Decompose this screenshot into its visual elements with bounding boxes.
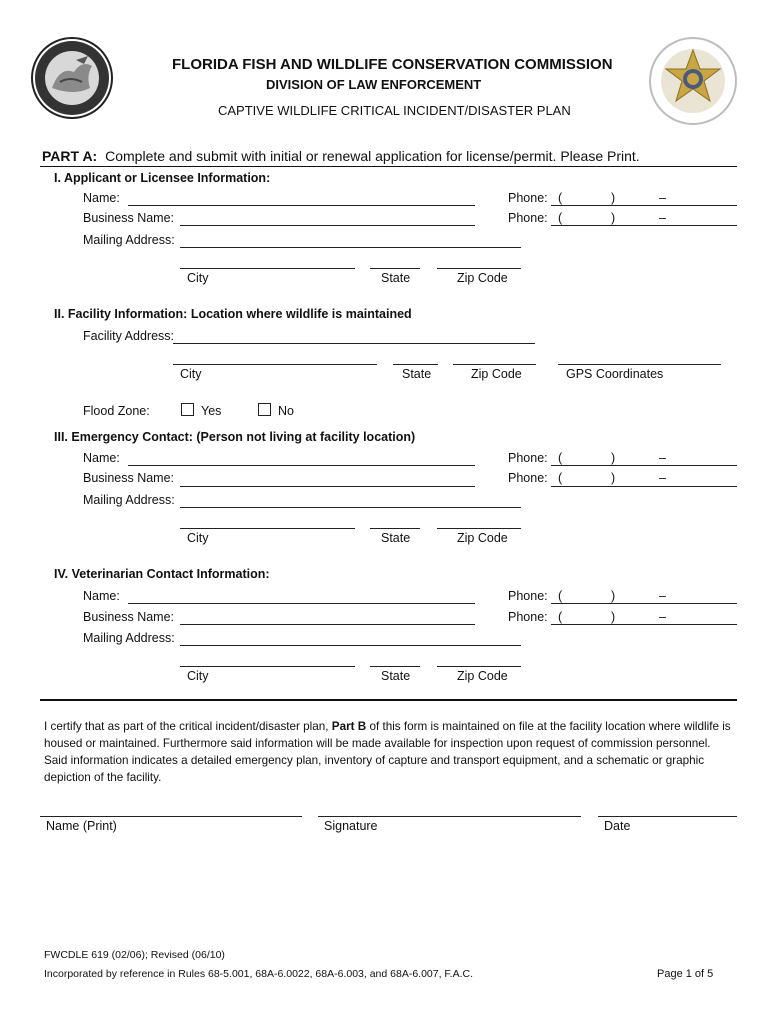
flood-zone-label: Flood Zone: xyxy=(83,404,150,418)
s4-mailing-address-field[interactable] xyxy=(180,645,521,646)
s2-zip-label: Zip Code xyxy=(471,367,522,381)
section-1-heading: I. Applicant or Licensee Information: xyxy=(54,171,271,185)
s1-phone1-dash: – xyxy=(659,191,666,205)
s1-mailing-address-label: Mailing Address: xyxy=(83,233,175,247)
s3-mailing-address-label: Mailing Address: xyxy=(83,493,175,507)
division-title: DIVISION OF LAW ENFORCEMENT xyxy=(266,77,482,92)
s4-name-label: Name: xyxy=(83,589,120,603)
s1-zip-label: Zip Code xyxy=(457,271,508,285)
s3-city-field[interactable] xyxy=(180,528,355,529)
s3-phone1-dash: – xyxy=(659,451,666,465)
s3-phone2-dash: – xyxy=(659,471,666,485)
s3-name-label: Name: xyxy=(83,451,120,465)
s1-zip-field[interactable] xyxy=(437,268,521,269)
s4-phone1-dash: – xyxy=(659,589,666,603)
s1-state-label: State xyxy=(381,271,411,285)
certification-post: of this form is maintained on file at the facility location where wildlife is housed or maintained. Furthermore said information will be made available for inspection upon request of commission personnel. Said information indicates a detailed emergency plan, inventory of capture and transport equipment, and a schematic or graphic depiction of the facility. xyxy=(44,720,731,784)
s1-phone2-label: Phone: xyxy=(508,211,548,225)
s1-phone2-paren-open: ( xyxy=(558,211,563,225)
s4-phone1-paren-close: ) xyxy=(611,589,616,603)
s1-business-name-label: Business Name: xyxy=(83,211,175,225)
s4-name-field[interactable] xyxy=(128,603,475,604)
s4-city-field[interactable] xyxy=(180,666,355,667)
flood-zone-yes-checkbox[interactable] xyxy=(181,403,194,416)
s1-phone1-paren-open: ( xyxy=(558,191,563,205)
section-4-heading: IV. Veterinarian Contact Information: xyxy=(54,567,270,581)
s4-state-label: State xyxy=(381,669,411,683)
s2-state-label: State xyxy=(402,367,432,381)
s1-name-label: Name: xyxy=(83,191,120,205)
s2-city-label: City xyxy=(180,367,202,381)
s4-business-name-label: Business Name: xyxy=(83,610,175,624)
s3-phone1-label: Phone: xyxy=(508,451,548,465)
rules-reference: Incorporated by reference in Rules 68-5.001, 68A-6.0022, 68A-6.003, and 68A-6.007, F.A.C. xyxy=(44,968,474,980)
agency-title: FLORIDA FISH AND WILDLIFE CONSERVATION COMMISSION xyxy=(172,56,613,73)
s2-state-field[interactable] xyxy=(393,364,438,365)
s1-phone2-dash: – xyxy=(659,211,666,225)
s3-zip-field[interactable] xyxy=(437,528,521,529)
s2-gps-label: GPS Coordinates xyxy=(566,367,664,381)
s4-zip-field[interactable] xyxy=(437,666,521,667)
s3-name-field[interactable] xyxy=(128,465,475,466)
s2-city-field[interactable] xyxy=(173,364,377,365)
form-title: CAPTIVE WILDLIFE CRITICAL INCIDENT/DISASTER PLAN xyxy=(218,103,571,118)
page-number: Page 1 of 5 xyxy=(657,968,714,980)
part-a-heading xyxy=(42,148,640,164)
s3-phone1-paren-open: ( xyxy=(558,451,563,465)
s2-facility-address-field[interactable] xyxy=(173,343,535,344)
s3-phone2-paren-open: ( xyxy=(558,471,563,485)
fwc-seal-logo xyxy=(30,36,114,120)
date-label: Date xyxy=(604,819,631,833)
s3-phone2-paren-close: ) xyxy=(611,471,616,485)
s3-phone1-field[interactable] xyxy=(551,465,737,466)
s4-phone2-paren-close: ) xyxy=(611,610,616,624)
signature-field[interactable] xyxy=(318,816,581,817)
s1-business-name-field[interactable] xyxy=(180,225,475,226)
flood-zone-no-label: No xyxy=(278,404,294,418)
s4-phone1-label: Phone: xyxy=(508,589,548,603)
s2-gps-field[interactable] xyxy=(558,364,721,365)
name-print-field[interactable] xyxy=(40,816,302,817)
s4-phone1-field[interactable] xyxy=(551,603,737,604)
part-a-instructions: Complete and submit with initial or renewal application for license/permit. Please Print. xyxy=(105,148,640,164)
s4-state-field[interactable] xyxy=(370,666,420,667)
s3-business-name-field[interactable] xyxy=(180,486,475,487)
name-print-label: Name (Print) xyxy=(46,819,117,833)
law-enforcement-badge-logo xyxy=(648,36,738,126)
part-a-bottom-rule xyxy=(40,699,737,701)
part-a-label: PART A: xyxy=(42,148,98,164)
s4-phone2-dash: – xyxy=(659,610,666,624)
s3-phone2-field[interactable] xyxy=(551,486,737,487)
s4-phone1-paren-open: ( xyxy=(558,589,563,603)
s1-phone2-paren-close: ) xyxy=(611,211,616,225)
s3-city-label: City xyxy=(187,531,209,545)
certification-statement xyxy=(44,718,734,786)
s1-name-field[interactable] xyxy=(128,205,475,206)
certification-part-b: Part B xyxy=(331,720,367,733)
s3-phone2-label: Phone: xyxy=(508,471,548,485)
s3-state-field[interactable] xyxy=(370,528,420,529)
s4-zip-label: Zip Code xyxy=(457,669,508,683)
s1-state-field[interactable] xyxy=(370,268,420,269)
s4-business-name-field[interactable] xyxy=(180,624,475,625)
flood-zone-yes-label: Yes xyxy=(201,404,222,418)
signature-label: Signature xyxy=(324,819,378,833)
s2-zip-field[interactable] xyxy=(453,364,536,365)
s1-phone1-paren-close: ) xyxy=(611,191,616,205)
s3-mailing-address-field[interactable] xyxy=(180,507,521,508)
s4-phone2-paren-open: ( xyxy=(558,610,563,624)
part-a-rule xyxy=(40,166,737,167)
s1-phone1-field[interactable] xyxy=(551,205,737,206)
s1-mailing-address-field[interactable] xyxy=(180,247,521,248)
s1-phone1-label: Phone: xyxy=(508,191,548,205)
s4-phone2-label: Phone: xyxy=(508,610,548,624)
form-id: FWCDLE 619 (02/06); Revised (06/10) xyxy=(44,949,225,961)
section-2-heading: II. Facility Information: Location where wildlife is maintained xyxy=(54,307,412,321)
flood-zone-no-checkbox[interactable] xyxy=(258,403,271,416)
s1-city-field[interactable] xyxy=(180,268,355,269)
date-field[interactable] xyxy=(598,816,737,817)
s3-state-label: State xyxy=(381,531,411,545)
section-3-heading: III. Emergency Contact: (Person not living at facility location) xyxy=(54,430,416,444)
s1-phone2-field[interactable] xyxy=(551,225,737,226)
s1-city-label: City xyxy=(187,271,209,285)
s3-phone1-paren-close: ) xyxy=(611,451,616,465)
s2-facility-address-label: Facility Address: xyxy=(83,329,175,343)
certification-pre: I certify that as part of the critical incident/disaster plan, xyxy=(44,720,332,733)
s4-phone2-field[interactable] xyxy=(551,624,737,625)
s4-city-label: City xyxy=(187,669,209,683)
s3-zip-label: Zip Code xyxy=(457,531,508,545)
s4-mailing-address-label: Mailing Address: xyxy=(83,631,175,645)
s3-business-name-label: Business Name: xyxy=(83,471,175,485)
